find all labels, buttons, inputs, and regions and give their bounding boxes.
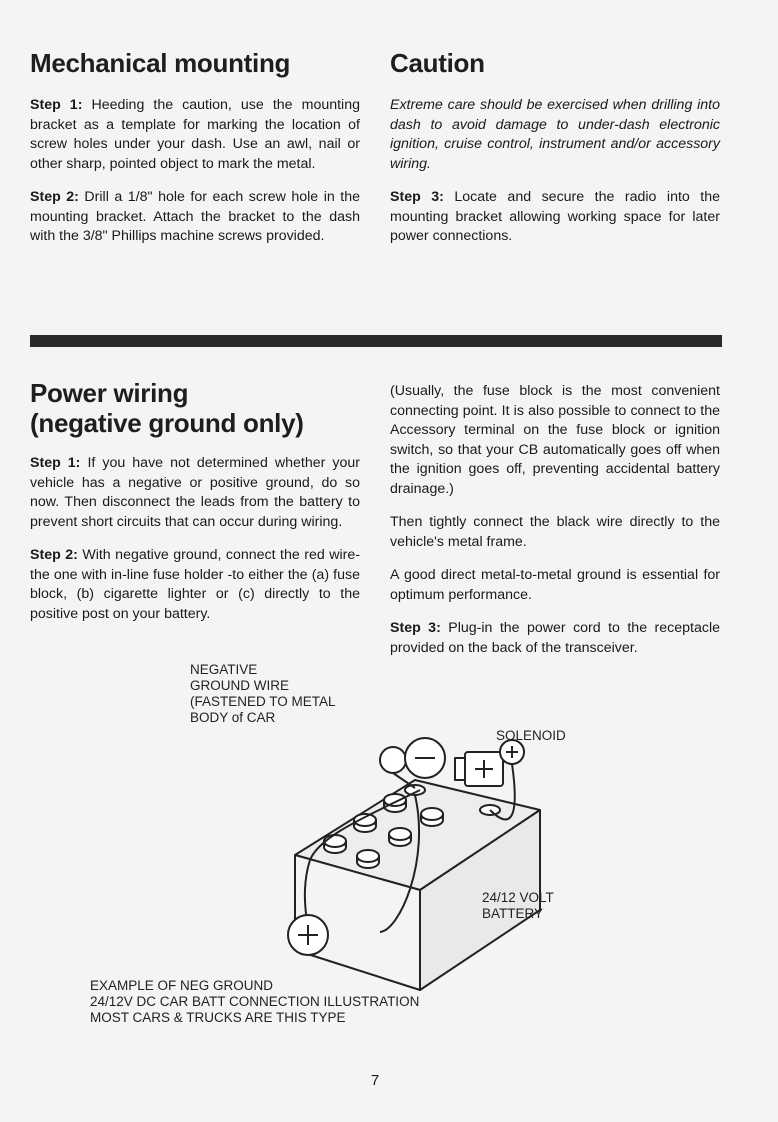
- caution-section: [390, 48, 720, 261]
- label-line: GROUND WIRE: [190, 678, 289, 693]
- step-text: Heeding the caution, use the mounting bracket as a template for marking the location of screw holes under your dash. Use an awl, nail or other sharp, pointed object to mark the metal.: [30, 97, 360, 172]
- caution-heading: Caution: [390, 48, 485, 78]
- mechanical-mounting-section: [30, 48, 360, 261]
- step-text: With negative ground, connect the red wire-the one with in-line fuse holder -to either the (a) fuse block, (b) cigarette lighter or (c) directly to the positive post on your battery.: [30, 547, 360, 622]
- label-line: BODY of CAR: [190, 710, 276, 725]
- ground-ring: [380, 747, 406, 773]
- step-label: Step 1:: [30, 455, 81, 471]
- wiring-step-1: [30, 454, 360, 532]
- step-text: Plug-in the power cord to the receptacle provided on the back of the transceiver.: [390, 620, 720, 656]
- solenoid-label: SOLENOID: [496, 728, 566, 743]
- section-divider: [30, 335, 722, 347]
- caption-line: 24/12V DC CAR BATT CONNECTION ILLUSTRATION: [90, 994, 420, 1009]
- negative-ground-label: [190, 662, 336, 726]
- step-label: Step 1:: [30, 97, 83, 113]
- label-line: NEGATIVE: [190, 662, 258, 677]
- ground-note: A good direct metal-to-metal ground is essential for optimum performance.: [390, 567, 720, 603]
- label-line: BATTERY: [482, 906, 544, 921]
- battery-connection-illustration: [70, 650, 690, 1050]
- page-number: 7: [370, 1072, 380, 1089]
- caution-text: Extreme care should be exercised when drilling into dash to avoid damage to under-dash electronic ignition, cruise control, instrument and/or accessory wiring.: [390, 97, 720, 172]
- step-text: Locate and secure the radio into the mounting bracket allowing working space for later power connections.: [390, 189, 720, 244]
- step-label: Step 3:: [390, 189, 444, 205]
- mounting-step-2: [30, 188, 360, 247]
- label-line: (FASTENED TO METAL: [190, 694, 336, 709]
- power-wiring-heading: [30, 378, 360, 438]
- figure-caption: [90, 978, 419, 1026]
- heading-line-2: (negative ground only): [30, 408, 304, 438]
- fuse-block-note: (Usually, the fuse block is the most convenient connecting point. It is also possible to connect to the Accessory terminal on the fuse block or ignition switch, so that your CB automatically goes off when the ignition goes off, preventing accidental battery drainage.): [390, 383, 720, 497]
- caption-line: EXAMPLE OF NEG GROUND: [90, 978, 274, 993]
- battery-label: [482, 890, 554, 922]
- black-wire-instruction: Then tightly connect the black wire directly to the vehicle's metal frame.: [390, 514, 720, 550]
- step-text: Drill a 1/8" hole for each screw hole in the mounting bracket. Attach the bracket to the dash with the 3/8" Phillips machine screws provided.: [30, 189, 360, 244]
- caption-line: MOST CARS & TRUCKS ARE THIS TYPE: [90, 1010, 346, 1025]
- label-line: 24/12 VOLT: [482, 890, 554, 905]
- mounting-step-1: [30, 96, 360, 174]
- heading-line-1: Power wiring: [30, 378, 189, 408]
- step-text: If you have not determined whether your vehicle has a negative or positive ground, do so now. Then disconnect the leads from the battery to prevent short circuits that can occur during wiring.: [30, 455, 360, 530]
- mechanical-mounting-heading: Mechanical mounting: [30, 48, 291, 78]
- step-label: Step 3:: [390, 620, 441, 636]
- mounting-step-3: [390, 188, 720, 247]
- step-label: Step 2:: [30, 547, 78, 563]
- power-wiring-continued: [390, 382, 720, 672]
- wiring-step-2: [30, 546, 360, 624]
- step-label: Step 2:: [30, 189, 79, 205]
- power-wiring-section: [30, 378, 360, 638]
